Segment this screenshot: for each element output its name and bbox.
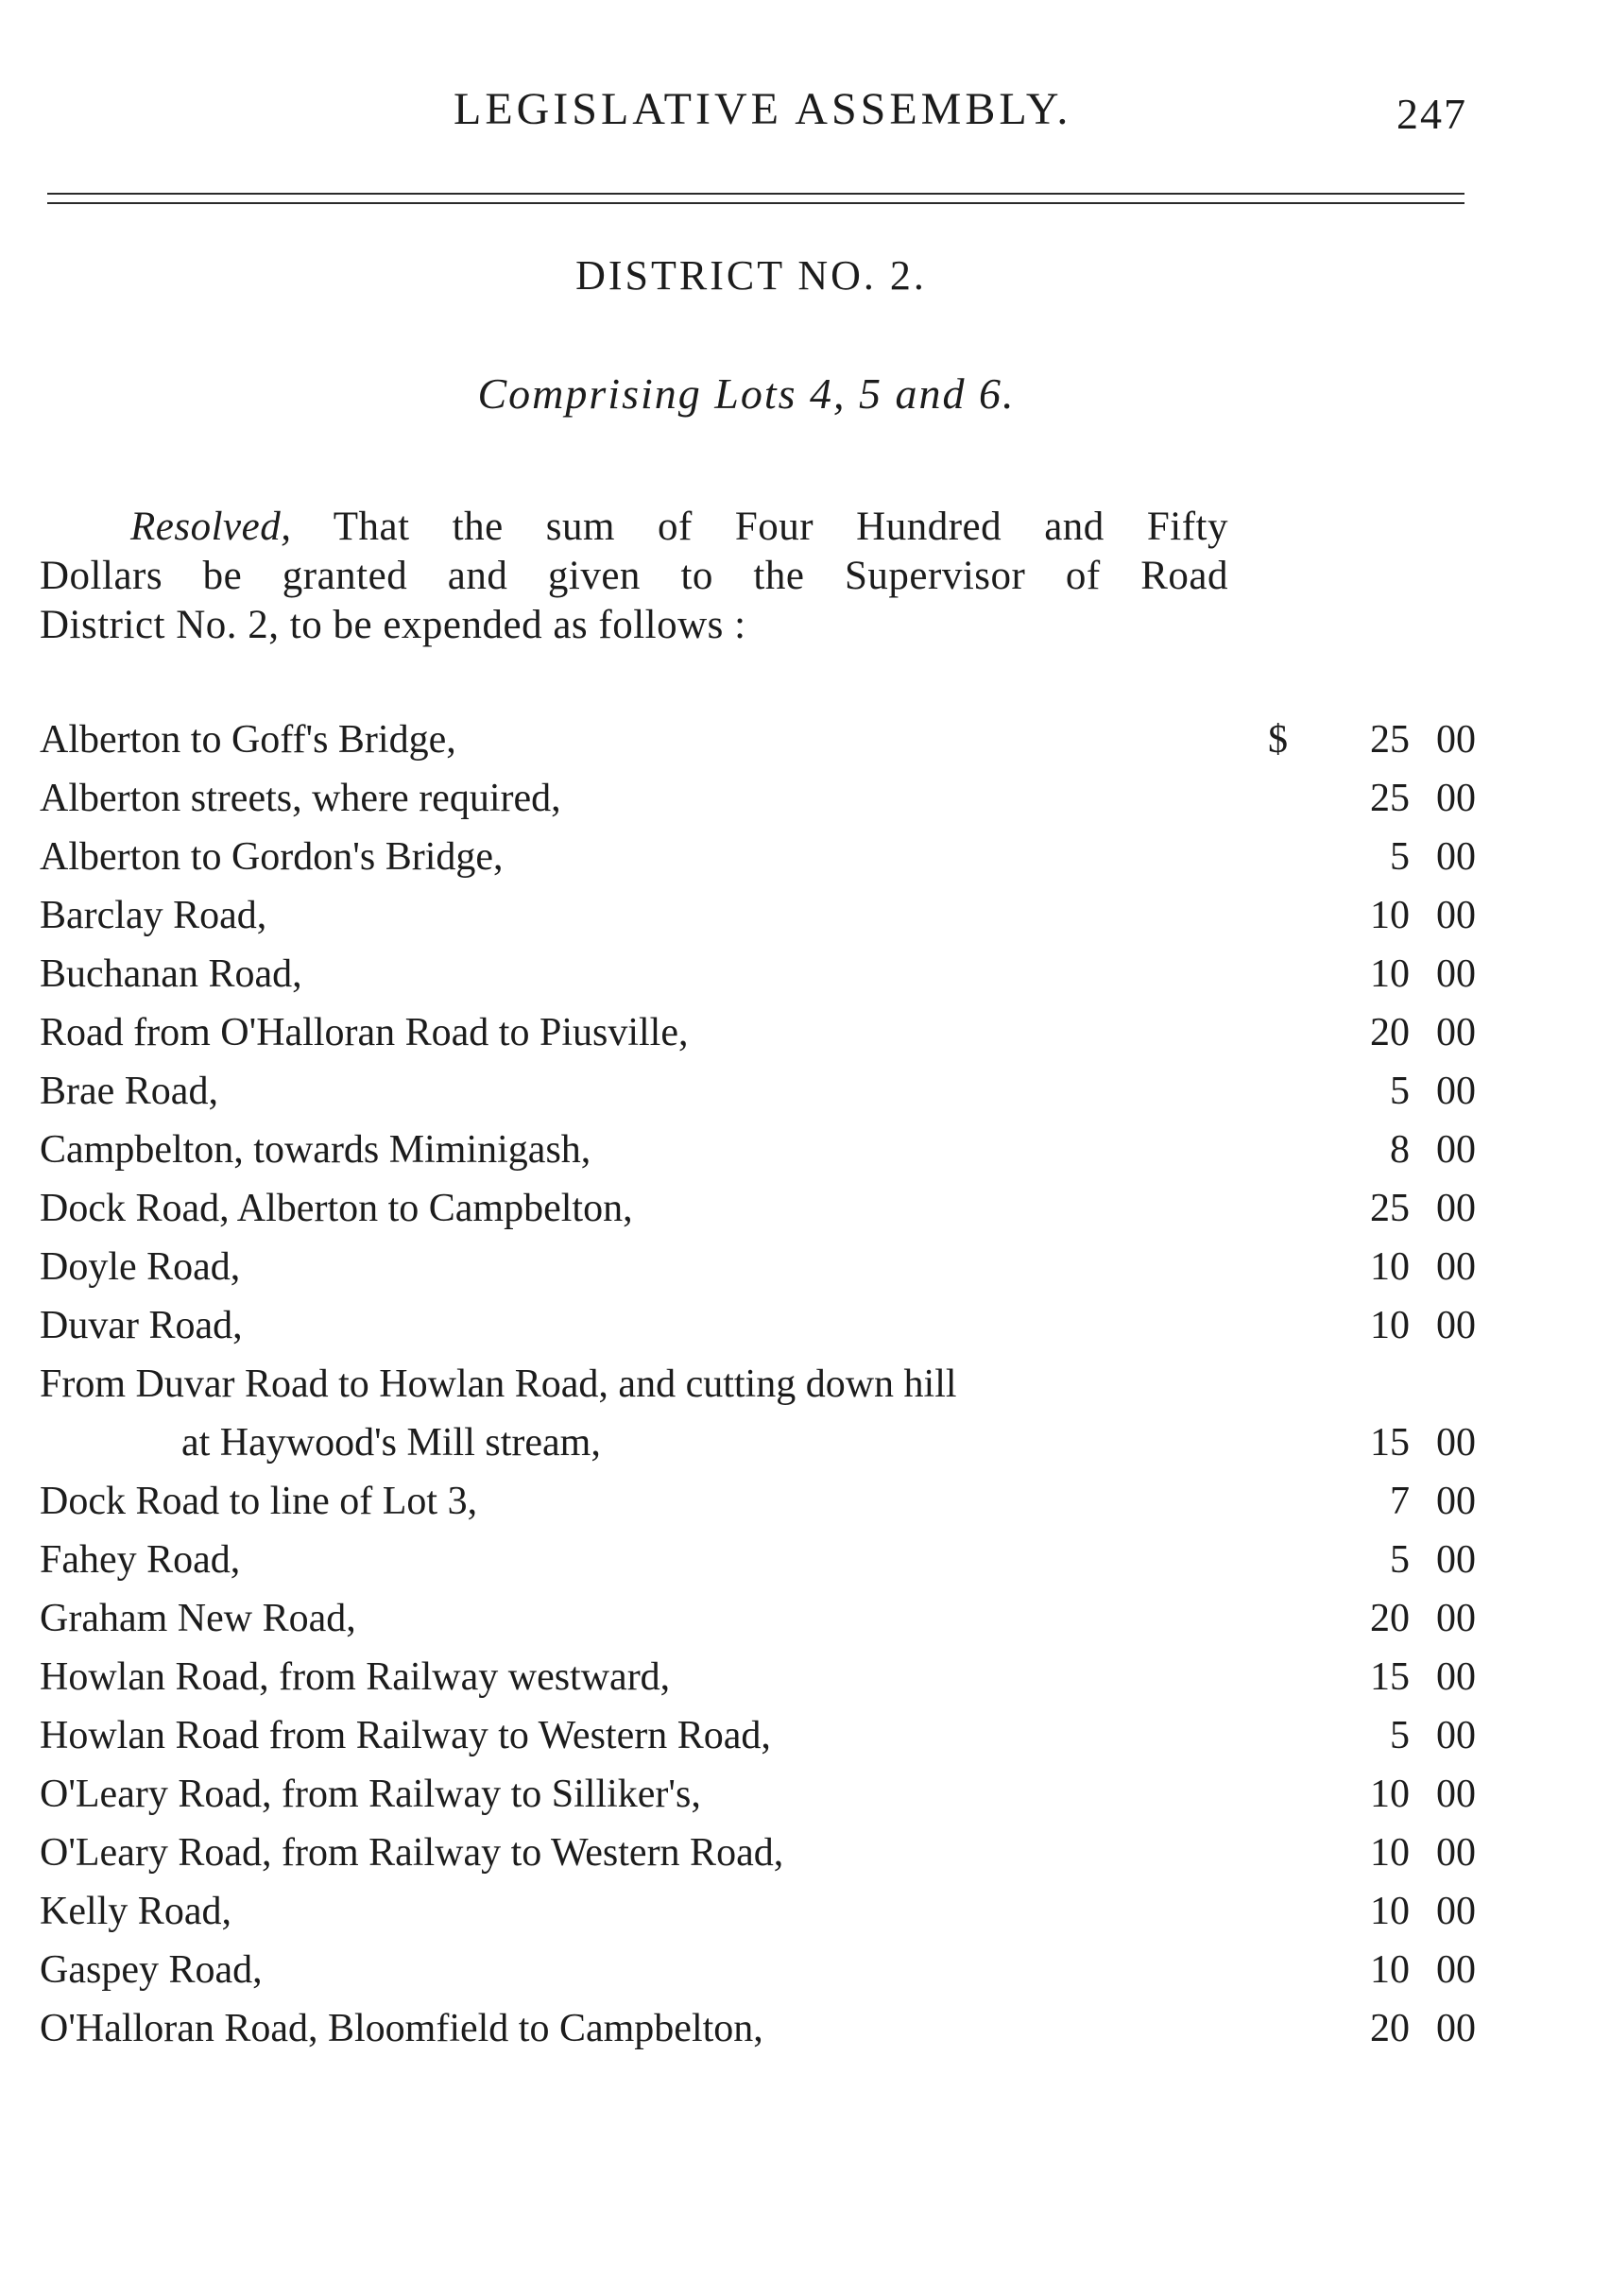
item-amount-cents: 00 — [1436, 1890, 1476, 1933]
item-amount-cents: 00 — [1436, 777, 1476, 820]
list-item — [40, 1179, 1476, 1238]
item-amount-dollars: 25 — [1370, 718, 1410, 762]
expenditure-list — [40, 711, 1476, 2058]
list-item — [40, 1062, 1476, 1121]
list-item — [40, 1706, 1476, 1765]
item-amount-cents: 00 — [1436, 1655, 1476, 1699]
running-head — [0, 83, 1610, 140]
item-description: O'Leary Road, from Railway to Silliker's, — [40, 1773, 701, 1816]
header-rule-bottom — [47, 202, 1464, 204]
item-amount-dollars: 10 — [1370, 1831, 1410, 1875]
item-amount-cents: 00 — [1436, 1480, 1476, 1523]
list-item — [40, 769, 1476, 828]
list-item — [40, 1355, 1476, 1472]
item-amount-cents: 00 — [1436, 2007, 1476, 2050]
item-amount-cents: 00 — [1436, 1714, 1476, 1757]
item-description: Alberton to Gordon's Bridge, — [40, 835, 504, 879]
header-rule-top — [47, 193, 1464, 195]
item-description: Fahey Road, — [40, 1538, 241, 1582]
currency-symbol: $ — [1268, 718, 1288, 762]
list-item — [40, 886, 1476, 945]
item-amount-cents: 00 — [1436, 1187, 1476, 1230]
item-amount-dollars: 20 — [1370, 1011, 1410, 1054]
item-amount-cents: 00 — [1436, 1948, 1476, 1992]
item-description: O'Leary Road, from Railway to Western Road, — [40, 1831, 784, 1875]
item-description: Duvar Road, — [40, 1304, 243, 1347]
item-amount-dollars: 10 — [1370, 1890, 1410, 1933]
item-description: Graham New Road, — [40, 1597, 356, 1640]
list-item — [40, 945, 1476, 1003]
item-amount-dollars: 20 — [1370, 2007, 1410, 2050]
page-number: 247 — [1396, 90, 1467, 138]
item-amount-cents: 00 — [1436, 1597, 1476, 1640]
district-subheading: Comprising Lots 4, 5 and 6. — [477, 369, 1016, 418]
list-item — [40, 1648, 1476, 1706]
list-item — [40, 1882, 1476, 1941]
list-item — [40, 1824, 1476, 1882]
resolution-lead: Resolved, — [130, 505, 292, 549]
item-amount-cents: 00 — [1436, 1773, 1476, 1816]
list-item — [40, 1999, 1476, 2058]
list-item — [40, 1296, 1476, 1355]
list-item — [40, 1941, 1476, 1999]
list-item — [40, 1238, 1476, 1296]
item-description: Howlan Road from Railway to Western Road, — [40, 1714, 771, 1757]
item-amount-dollars: 25 — [1370, 777, 1410, 820]
resolution-line-3: District No. 2, to be expended as follows : — [40, 603, 746, 647]
item-amount-cents: 00 — [1436, 894, 1476, 937]
list-item — [40, 1589, 1476, 1648]
item-amount-cents: 00 — [1436, 835, 1476, 879]
item-amount-dollars: 8 — [1390, 1128, 1410, 1172]
list-item — [40, 1121, 1476, 1179]
item-description-continued: at Haywood's Mill stream, — [181, 1421, 601, 1465]
item-description: O'Halloran Road, Bloomfield to Campbelton, — [40, 2007, 763, 2050]
item-amount-dollars: 5 — [1390, 1538, 1410, 1582]
item-description: Road from O'Halloran Road to Piusville, — [40, 1011, 689, 1054]
list-item — [40, 1765, 1476, 1824]
item-description: Brae Road, — [40, 1070, 218, 1113]
item-description: Buchanan Road, — [40, 952, 302, 996]
list-item — [40, 828, 1476, 886]
item-amount-cents: 00 — [1436, 1538, 1476, 1582]
item-amount-cents: 00 — [1436, 1831, 1476, 1875]
item-amount-dollars: 15 — [1370, 1655, 1410, 1699]
item-amount-dollars: 10 — [1370, 1304, 1410, 1347]
item-amount-dollars: 5 — [1390, 1714, 1410, 1757]
item-amount-cents: 00 — [1436, 1011, 1476, 1054]
item-description: Alberton streets, where required, — [40, 777, 561, 820]
item-description: Dock Road, Alberton to Campbelton, — [40, 1187, 633, 1230]
resolution-line-1 — [40, 503, 1228, 552]
list-item — [40, 1472, 1476, 1531]
item-amount-dollars: 20 — [1370, 1597, 1410, 1640]
item-description: Barclay Road, — [40, 894, 267, 937]
resolution-paragraph — [40, 503, 1228, 650]
item-amount-cents: 00 — [1436, 1128, 1476, 1172]
item-amount-dollars: 25 — [1370, 1187, 1410, 1230]
list-item — [40, 1531, 1476, 1589]
item-description: Campbelton, towards Miminigash, — [40, 1128, 591, 1172]
item-amount-dollars: 5 — [1390, 835, 1410, 879]
item-amount-dollars: 10 — [1370, 952, 1410, 996]
list-item — [40, 1003, 1476, 1062]
item-amount-dollars: 10 — [1370, 1245, 1410, 1289]
item-amount-dollars: 10 — [1370, 1948, 1410, 1992]
running-title: LEGISLATIVE ASSEMBLY. — [454, 84, 1072, 134]
resolution-line-2: Dollars be granted and given to the Supervisor of Road — [40, 554, 1228, 598]
item-description: Howlan Road, from Railway westward, — [40, 1655, 671, 1699]
item-amount-dollars: 5 — [1390, 1070, 1410, 1113]
item-amount-cents: 00 — [1436, 952, 1476, 996]
list-item — [40, 711, 1476, 769]
item-amount-cents: 00 — [1436, 718, 1476, 762]
item-amount-dollars: 10 — [1370, 1773, 1410, 1816]
district-heading: DISTRICT NO. 2. — [575, 252, 927, 299]
item-amount-dollars: 15 — [1370, 1421, 1410, 1465]
item-description: Dock Road to line of Lot 3, — [40, 1480, 478, 1523]
resolution-line-1-text: That the sum of Four Hundred and Fifty — [333, 505, 1228, 549]
item-amount-cents: 00 — [1436, 1304, 1476, 1347]
item-amount-dollars: 10 — [1370, 894, 1410, 937]
item-description: From Duvar Road to Howlan Road, and cutting down hill — [40, 1362, 957, 1406]
item-description: Alberton to Goff's Bridge, — [40, 718, 456, 762]
item-description: Kelly Road, — [40, 1890, 231, 1933]
item-amount-cents: 00 — [1436, 1421, 1476, 1465]
item-description: Doyle Road, — [40, 1245, 241, 1289]
item-amount-cents: 00 — [1436, 1245, 1476, 1289]
item-amount-cents: 00 — [1436, 1070, 1476, 1113]
item-description: Gaspey Road, — [40, 1948, 263, 1992]
item-amount-dollars: 7 — [1390, 1480, 1410, 1523]
